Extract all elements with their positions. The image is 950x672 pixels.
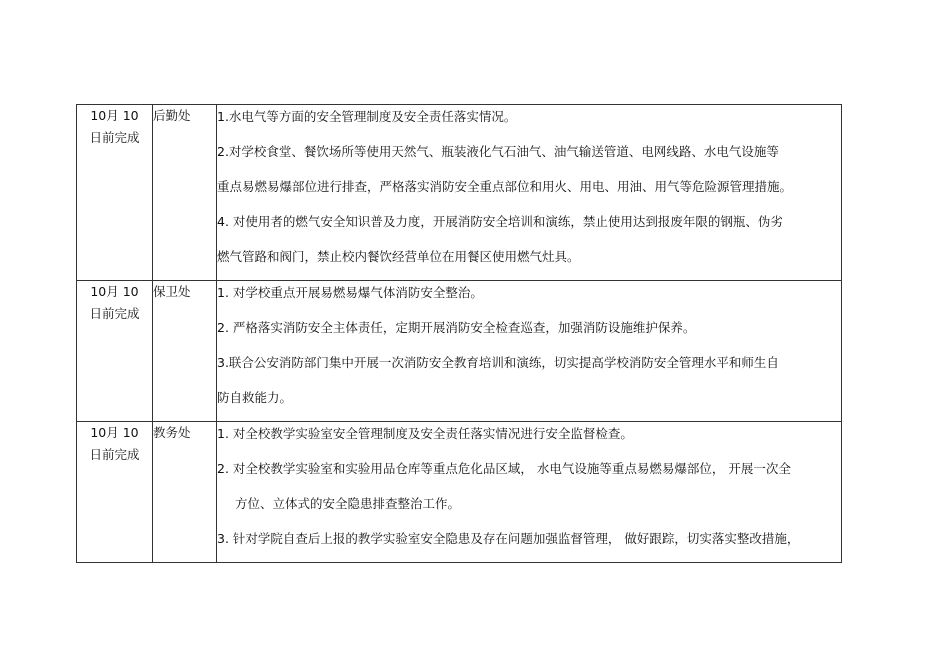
deadline-text: 日前完成: [89, 447, 140, 462]
deadline-cell: [77, 281, 153, 422]
task-content-cell: [217, 422, 842, 563]
table-row: [77, 105, 842, 281]
table-row: [77, 422, 842, 563]
deadline-text: 10月 10: [90, 108, 139, 123]
task-line: 1.水电气等方面的安全管理制度及安全责任落实情况。: [217, 109, 517, 124]
safety-inspection-table: [76, 104, 842, 563]
task-line: 1. 对全校教学实验室安全管理制度及安全责任落实情况进行安全监督检查。: [217, 426, 633, 441]
task-line: 燃气管路和阀门，禁止校内餐饮经营单位在用餐区使用燃气灶具。: [217, 249, 580, 264]
deadline-cell: [77, 422, 153, 563]
task-line: 2. 严格落实消防安全主体责任，定期开展消防安全检查巡查，加强消防设施维护保养。: [217, 320, 696, 335]
department-cell: [153, 422, 217, 563]
task-line: 3. 针对学院自查后上报的教学实验室安全隐患及存在问题加强监督管理， 做好跟踪，切实落实整改措施，: [217, 531, 800, 546]
table-row: [77, 281, 842, 422]
deadline-cell: [77, 105, 153, 281]
deadline-text: 10月 10: [90, 425, 139, 440]
department-name: 保卫处: [153, 284, 191, 299]
task-line: 重点易燃易爆部位进行排查，严格落实消防安全重点部位和用火、用电、用油、用气等危险源管理措施。: [217, 179, 793, 194]
task-line: 防自救能力。: [217, 390, 293, 405]
task-line: 2. 对全校教学实验室和实验用品仓库等重点危化品区域， 水电气设施等重点易燃易爆部位， 开展一次全: [217, 461, 791, 476]
department-name: 教务处: [153, 425, 191, 440]
deadline-text: 10月 10: [90, 284, 139, 299]
task-line: 2.对学校食堂、餐饮场所等使用天然气、瓶装液化气石油气、油气输送管道、电网线路、水电气设施等: [217, 144, 779, 159]
deadline-text: 日前完成: [89, 306, 140, 321]
task-line: 3.联合公安消防部门集中开展一次消防安全教育培训和演练，切实提高学校消防安全管理水平和师生自: [217, 355, 779, 370]
task-content-cell: [217, 105, 842, 281]
task-content-cell: [217, 281, 842, 422]
task-line: 4. 对使用者的燃气安全知识普及力度，开展消防安全培训和演练，禁止使用达到报废年限的钢瓶、伪劣: [217, 214, 783, 229]
task-line: 方位、立体式的安全隐患排查整治工作。: [235, 496, 461, 511]
department-cell: [153, 281, 217, 422]
task-line: 1. 对学校重点开展易燃易爆气体消防安全整治。: [217, 285, 483, 300]
deadline-text: 日前完成: [89, 130, 140, 145]
department-cell: [153, 105, 217, 281]
department-name: 后勤处: [153, 108, 191, 123]
